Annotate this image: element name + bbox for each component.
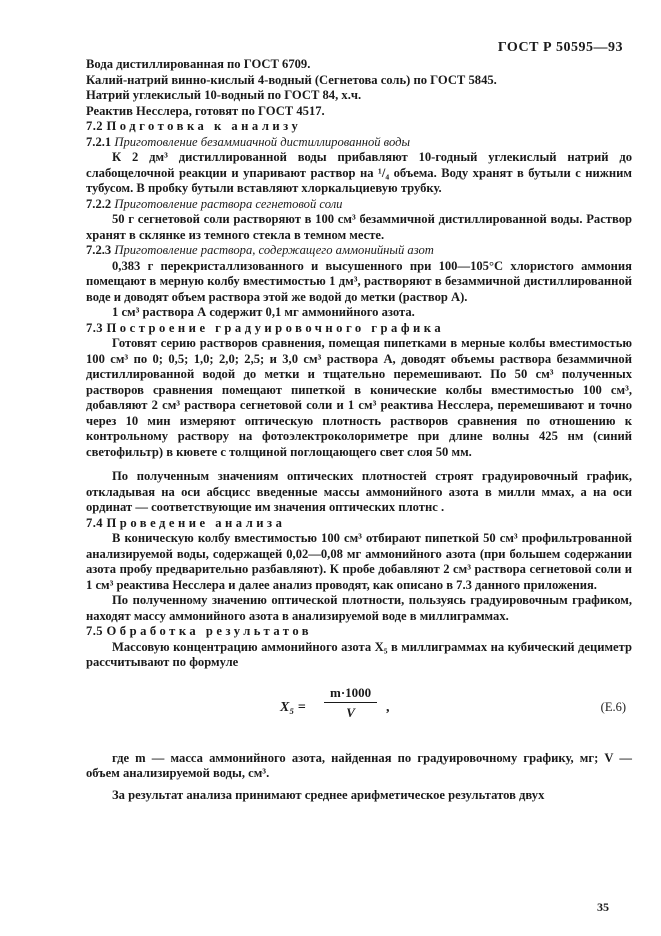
section-heading-7-3 [86, 321, 632, 337]
paragraph: 0,383 г перекристаллизованного и высушенного при 100—105°С хлористого аммония помещают в мерную колбу вместимостью 1 дм³, растворяют в безаммичной дистиллированной воде и доводят объем раствора этой же водой до метки (раствор А). [86, 258, 632, 304]
subsection-heading-7-2-2 [86, 197, 632, 213]
paragraph: К 2 дм³ дистиллированной воды прибавляют 10-годный углекислый натрий до слабощелочной реакции и упаривают раствор на ¹/₄ объема. Воду хранят в бутыли с нижним тубусом. В пробку бутыли вставляют хлоркальциевую трубку. [86, 150, 632, 195]
page-number: 35 [597, 900, 609, 914]
formula-fraction [324, 685, 377, 721]
subsection-number: 7.2.1 [86, 134, 112, 149]
section-title: Построение градуировочного графика [106, 320, 445, 335]
section-number: 7.2 [86, 119, 103, 133]
paragraph: где m — масса аммонийного азота, найденная по градуировочному графику, мг; V — объем анализируемой воды, см³. [86, 750, 632, 780]
formula-tail: , [386, 699, 390, 715]
subsection-number: 7.2.2 [86, 196, 112, 211]
subsection-title: Приготовление раствора сегнетовой соли [114, 196, 343, 211]
formula-lhs: X₅ = [280, 699, 306, 715]
formula-denominator: V [346, 705, 355, 720]
paragraph: 1 см³ раствора А содержит 0,1 мг аммонийного азота. [112, 305, 415, 319]
reagent-line: Натрий углекислый 10-водный по ГОСТ 84, х.ч. [86, 88, 362, 102]
section-heading-7-5 [86, 624, 632, 640]
subsection-title: Приготовление раствора, содержащего аммонийный азот [114, 243, 434, 257]
paragraph: По полученным значениям оптических плотностей строят градуировочный график, откладывая на оси абсцисс введенные массы аммонийного азота в милли ммах, а на оси ординат — соответствующие им значения оптических плотнс . [86, 469, 632, 514]
document-header: ГОСТ Р 50595—93 [497, 40, 623, 55]
paragraph: За результат анализа принимают среднее арифметическое результатов двух [112, 787, 545, 802]
section-number: 7.4 [86, 515, 103, 530]
subsection-heading-7-2-1 [86, 135, 632, 151]
paragraph: 50 г сегнетовой соли растворяют в 100 см³ безаммичной дистиллированной воды. Раствор хранят в склянке из темного стекла в темном месте. [86, 212, 632, 242]
paragraph: Массовую концентрацию аммонийного азота X₅ в миллиграммах на кубический дециметр рассчитывают по формуле [86, 639, 632, 669]
paragraph: По полученному значению оптической плотности, пользуясь градуировочным графиком, находят массу аммонийного азота в анализируемой воде в миллиграммах. [86, 593, 632, 623]
section-heading-7-4 [86, 516, 632, 532]
equation-number: (Е.6) [600, 699, 626, 714]
section-number: 7.5 [86, 624, 103, 638]
formula-numerator: m·1000 [324, 685, 377, 704]
reagent-line: Реактив Несслера, готовят по ГОСТ 4517. [86, 103, 325, 118]
reagent-line: Калий-натрий винно-кислый 4-водный (Сегнетова соль) по ГОСТ 5845. [86, 72, 497, 87]
formula-e6 [86, 681, 632, 739]
section-number: 7.3 [86, 320, 103, 335]
section-heading-7-2 [86, 119, 632, 135]
document-body [86, 57, 632, 803]
section-title: Обработка результатов [106, 624, 313, 638]
paragraph: В коническую колбу вместимостью 100 см³ отбирают пипеткой 50 см³ профильтрованной анализируемой воды, содержащей 0,02—0,08 мг аммонийного азота (при большем содержании азота пробу предварительно разбавляют). К пробе добавляют 2 см³ раствора сегнетовой соли и 1 см³ реактива Несслера и далее анализ проводят, как описано в 7.3 данного приложения. [86, 531, 632, 592]
subsection-number: 7.2.3 [86, 243, 112, 257]
section-title: Подготовка к анализу [106, 119, 302, 133]
section-title: Проведение анализа [106, 515, 286, 530]
subsection-title: Приготовление безаммиачной дистиллированной воды [114, 134, 411, 149]
subsection-heading-7-2-3 [86, 243, 632, 259]
reagent-line: Вода дистиллированная по ГОСТ 6709. [86, 57, 311, 71]
paragraph: Готовят серию растворов сравнения, помещая пипетками в мерные колбы вместимостью 100 см³ по 0; 0,5; 1,0; 2,0; 2,5; и 3,0 см³ раствора А, доводят объемы раствора безаммичной дистиллированной водой до метки и тщательно перемешивают. По 50 см³ полученных растворов сравнения помещают пипеткой в конические колбы вместимостью 100 см³, добавляют 2 см³ раствора сегнетовой соли и 1 см³ реактива Несслера, перемешивают и точно через 10 мин измеряют оптическую плотность растворов сравнения по отношению к контрольному раствору на фотоэлектроколориметре при длине волны 425 нм (синий светофильтр) в кювете с толщиной поглощающего свет слоя 50 мм. [86, 336, 632, 459]
